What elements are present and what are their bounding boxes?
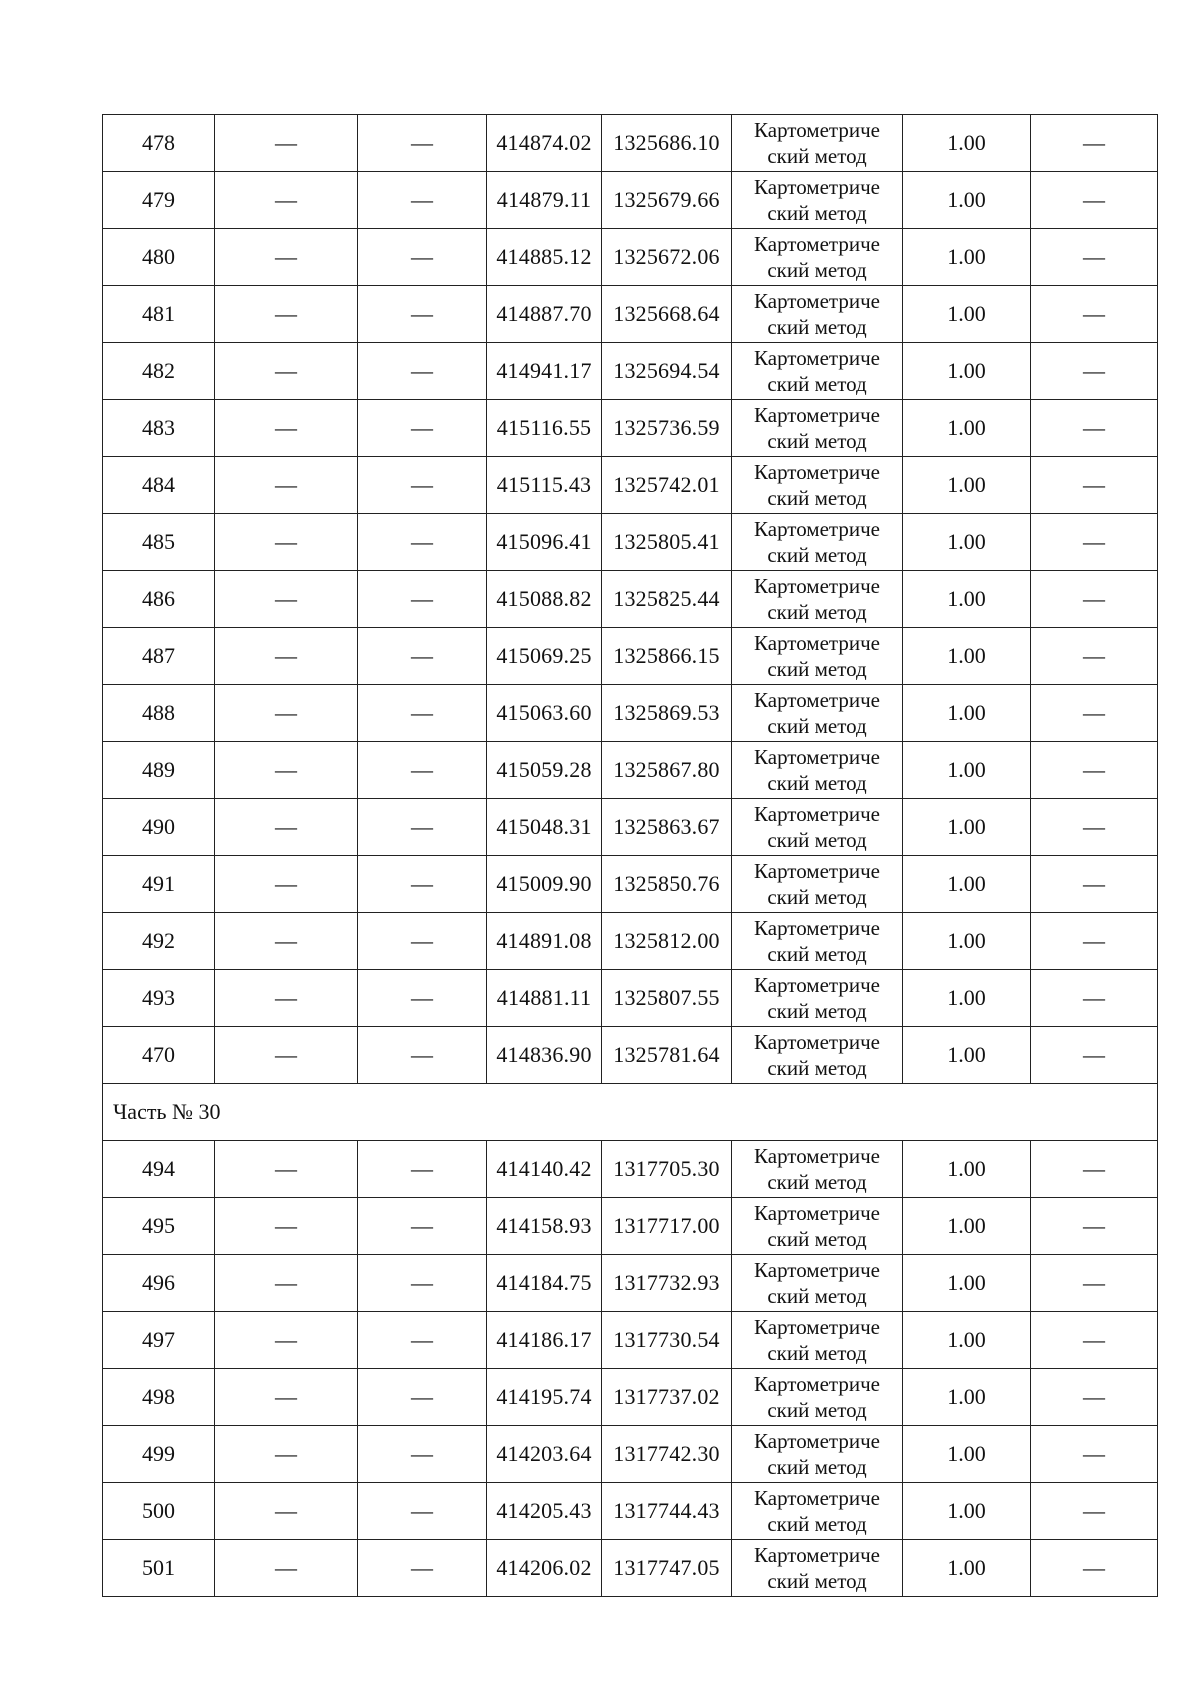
x-coordinate-cell: 414206.02 xyxy=(487,1540,602,1597)
dash-cell: — xyxy=(215,115,358,172)
section-label: Часть № 30 xyxy=(103,1084,1158,1141)
table-row xyxy=(103,856,1158,913)
section-row xyxy=(103,1084,1158,1141)
x-coordinate-cell: 415115.43 xyxy=(487,457,602,514)
method-line-2: ский метод xyxy=(767,1227,867,1251)
dash-cell: — xyxy=(215,685,358,742)
y-coordinate-cell: 1325805.41 xyxy=(602,514,732,571)
dash-cell: — xyxy=(1031,514,1158,571)
dash-cell: — xyxy=(1031,229,1158,286)
dash-cell: — xyxy=(358,400,487,457)
method-line-2: ский метод xyxy=(767,201,867,225)
accuracy-cell: 1.00 xyxy=(903,856,1031,913)
method-line-2: ский метод xyxy=(767,600,867,624)
method-cell xyxy=(732,1369,903,1426)
y-coordinate-cell: 1325867.80 xyxy=(602,742,732,799)
dash-cell: — xyxy=(358,1540,487,1597)
dash-cell: — xyxy=(358,457,487,514)
y-coordinate-cell: 1325850.76 xyxy=(602,856,732,913)
table-row xyxy=(103,172,1158,229)
dash-cell: — xyxy=(1031,1369,1158,1426)
point-number-cell: 499 xyxy=(103,1426,215,1483)
method-line-2: ский метод xyxy=(767,657,867,681)
dash-cell: — xyxy=(1031,1312,1158,1369)
method-line-1: Картометриче xyxy=(754,517,880,541)
coordinates-table xyxy=(102,114,1158,1597)
x-coordinate-cell: 415088.82 xyxy=(487,571,602,628)
y-coordinate-cell: 1325812.00 xyxy=(602,913,732,970)
dash-cell: — xyxy=(1031,1540,1158,1597)
method-line-1: Картометриче xyxy=(754,1372,880,1396)
accuracy-cell: 1.00 xyxy=(903,571,1031,628)
y-coordinate-cell: 1317732.93 xyxy=(602,1255,732,1312)
accuracy-cell: 1.00 xyxy=(903,1426,1031,1483)
method-line-2: ский метод xyxy=(767,429,867,453)
accuracy-cell: 1.00 xyxy=(903,1540,1031,1597)
accuracy-cell: 1.00 xyxy=(903,1027,1031,1084)
method-cell xyxy=(732,1426,903,1483)
dash-cell: — xyxy=(215,343,358,400)
y-coordinate-cell: 1325672.06 xyxy=(602,229,732,286)
point-number-cell: 489 xyxy=(103,742,215,799)
method-line-1: Картометриче xyxy=(754,916,880,940)
method-line-2: ский метод xyxy=(767,258,867,282)
method-cell xyxy=(732,1198,903,1255)
dash-cell: — xyxy=(215,514,358,571)
method-line-1: Картометриче xyxy=(754,1486,880,1510)
x-coordinate-cell: 414203.64 xyxy=(487,1426,602,1483)
dash-cell: — xyxy=(215,172,358,229)
table-row xyxy=(103,229,1158,286)
dash-cell: — xyxy=(358,343,487,400)
point-number-cell: 485 xyxy=(103,514,215,571)
method-line-1: Картометриче xyxy=(754,1030,880,1054)
point-number-cell: 488 xyxy=(103,685,215,742)
dash-cell: — xyxy=(1031,1483,1158,1540)
method-cell xyxy=(732,229,903,286)
dash-cell: — xyxy=(1031,1141,1158,1198)
method-cell xyxy=(732,571,903,628)
table-body xyxy=(103,115,1158,1597)
dash-cell: — xyxy=(215,799,358,856)
accuracy-cell: 1.00 xyxy=(903,400,1031,457)
x-coordinate-cell: 414879.11 xyxy=(487,172,602,229)
y-coordinate-cell: 1325679.66 xyxy=(602,172,732,229)
dash-cell: — xyxy=(358,1027,487,1084)
method-line-2: ский метод xyxy=(767,885,867,909)
x-coordinate-cell: 414885.12 xyxy=(487,229,602,286)
dash-cell: — xyxy=(215,1540,358,1597)
method-line-2: ский метод xyxy=(767,1284,867,1308)
accuracy-cell: 1.00 xyxy=(903,1255,1031,1312)
accuracy-cell: 1.00 xyxy=(903,1141,1031,1198)
table-row xyxy=(103,115,1158,172)
method-line-2: ский метод xyxy=(767,1056,867,1080)
method-cell xyxy=(732,1312,903,1369)
dash-cell: — xyxy=(1031,856,1158,913)
method-line-1: Картометриче xyxy=(754,1543,880,1567)
dash-cell: — xyxy=(358,1426,487,1483)
method-line-1: Картометриче xyxy=(754,460,880,484)
method-line-1: Картометриче xyxy=(754,1315,880,1339)
y-coordinate-cell: 1325694.54 xyxy=(602,343,732,400)
dash-cell: — xyxy=(215,1027,358,1084)
dash-cell: — xyxy=(1031,1027,1158,1084)
method-cell xyxy=(732,343,903,400)
method-line-1: Картометриче xyxy=(754,1258,880,1282)
y-coordinate-cell: 1325807.55 xyxy=(602,970,732,1027)
table-row xyxy=(103,1369,1158,1426)
x-coordinate-cell: 414186.17 xyxy=(487,1312,602,1369)
dash-cell: — xyxy=(215,913,358,970)
table-row xyxy=(103,343,1158,400)
dash-cell: — xyxy=(215,1483,358,1540)
accuracy-cell: 1.00 xyxy=(903,799,1031,856)
table-row xyxy=(103,1483,1158,1540)
method-cell xyxy=(732,628,903,685)
y-coordinate-cell: 1317730.54 xyxy=(602,1312,732,1369)
dash-cell: — xyxy=(358,514,487,571)
accuracy-cell: 1.00 xyxy=(903,685,1031,742)
table-row xyxy=(103,628,1158,685)
table-row xyxy=(103,1198,1158,1255)
method-line-1: Картометриче xyxy=(754,1144,880,1168)
dash-cell: — xyxy=(215,457,358,514)
x-coordinate-cell: 415048.31 xyxy=(487,799,602,856)
table-row xyxy=(103,1540,1158,1597)
table-row xyxy=(103,685,1158,742)
table-row xyxy=(103,1255,1158,1312)
point-number-cell: 479 xyxy=(103,172,215,229)
dash-cell: — xyxy=(358,1369,487,1426)
x-coordinate-cell: 414195.74 xyxy=(487,1369,602,1426)
dash-cell: — xyxy=(215,628,358,685)
x-coordinate-cell: 415116.55 xyxy=(487,400,602,457)
table-row xyxy=(103,1141,1158,1198)
method-line-2: ский метод xyxy=(767,543,867,567)
y-coordinate-cell: 1325825.44 xyxy=(602,571,732,628)
y-coordinate-cell: 1325686.10 xyxy=(602,115,732,172)
dash-cell: — xyxy=(215,229,358,286)
dash-cell: — xyxy=(358,685,487,742)
x-coordinate-cell: 414140.42 xyxy=(487,1141,602,1198)
x-coordinate-cell: 414887.70 xyxy=(487,286,602,343)
accuracy-cell: 1.00 xyxy=(903,628,1031,685)
method-line-2: ский метод xyxy=(767,144,867,168)
method-cell xyxy=(732,913,903,970)
method-line-2: ский метод xyxy=(767,771,867,795)
dash-cell: — xyxy=(1031,571,1158,628)
dash-cell: — xyxy=(1031,343,1158,400)
dash-cell: — xyxy=(215,856,358,913)
point-number-cell: 470 xyxy=(103,1027,215,1084)
method-cell xyxy=(732,1255,903,1312)
dash-cell: — xyxy=(1031,685,1158,742)
dash-cell: — xyxy=(1031,628,1158,685)
method-line-1: Картометриче xyxy=(754,631,880,655)
point-number-cell: 493 xyxy=(103,970,215,1027)
table-row xyxy=(103,514,1158,571)
dash-cell: — xyxy=(1031,286,1158,343)
table-row xyxy=(103,571,1158,628)
x-coordinate-cell: 414891.08 xyxy=(487,913,602,970)
dash-cell: — xyxy=(358,286,487,343)
x-coordinate-cell: 415063.60 xyxy=(487,685,602,742)
point-number-cell: 498 xyxy=(103,1369,215,1426)
method-cell xyxy=(732,742,903,799)
accuracy-cell: 1.00 xyxy=(903,115,1031,172)
point-number-cell: 478 xyxy=(103,115,215,172)
y-coordinate-cell: 1317717.00 xyxy=(602,1198,732,1255)
table-row xyxy=(103,970,1158,1027)
dash-cell: — xyxy=(215,1369,358,1426)
point-number-cell: 501 xyxy=(103,1540,215,1597)
dash-cell: — xyxy=(1031,1255,1158,1312)
point-number-cell: 496 xyxy=(103,1255,215,1312)
table-row xyxy=(103,1027,1158,1084)
method-cell xyxy=(732,115,903,172)
x-coordinate-cell: 414205.43 xyxy=(487,1483,602,1540)
x-coordinate-cell: 415096.41 xyxy=(487,514,602,571)
method-line-1: Картометриче xyxy=(754,973,880,997)
method-line-1: Картометриче xyxy=(754,346,880,370)
y-coordinate-cell: 1325869.53 xyxy=(602,685,732,742)
table-row xyxy=(103,742,1158,799)
method-line-2: ский метод xyxy=(767,1398,867,1422)
accuracy-cell: 1.00 xyxy=(903,229,1031,286)
table-row xyxy=(103,286,1158,343)
y-coordinate-cell: 1317705.30 xyxy=(602,1141,732,1198)
x-coordinate-cell: 414158.93 xyxy=(487,1198,602,1255)
method-line-2: ский метод xyxy=(767,828,867,852)
point-number-cell: 480 xyxy=(103,229,215,286)
point-number-cell: 495 xyxy=(103,1198,215,1255)
method-line-2: ский метод xyxy=(767,1512,867,1536)
accuracy-cell: 1.00 xyxy=(903,514,1031,571)
method-line-2: ский метод xyxy=(767,315,867,339)
dash-cell: — xyxy=(215,970,358,1027)
dash-cell: — xyxy=(215,1198,358,1255)
dash-cell: — xyxy=(358,1198,487,1255)
method-cell xyxy=(732,400,903,457)
dash-cell: — xyxy=(358,1483,487,1540)
x-coordinate-cell: 415069.25 xyxy=(487,628,602,685)
method-line-1: Картометриче xyxy=(754,289,880,313)
method-cell xyxy=(732,457,903,514)
method-line-1: Картометриче xyxy=(754,745,880,769)
y-coordinate-cell: 1325781.64 xyxy=(602,1027,732,1084)
y-coordinate-cell: 1325736.59 xyxy=(602,400,732,457)
accuracy-cell: 1.00 xyxy=(903,1369,1031,1426)
dash-cell: — xyxy=(1031,799,1158,856)
method-line-2: ский метод xyxy=(767,714,867,738)
dash-cell: — xyxy=(1031,742,1158,799)
method-line-2: ский метод xyxy=(767,1455,867,1479)
accuracy-cell: 1.00 xyxy=(903,172,1031,229)
accuracy-cell: 1.00 xyxy=(903,913,1031,970)
method-line-1: Картометриче xyxy=(754,802,880,826)
dash-cell: — xyxy=(215,286,358,343)
dash-cell: — xyxy=(358,229,487,286)
dash-cell: — xyxy=(215,1255,358,1312)
accuracy-cell: 1.00 xyxy=(903,1483,1031,1540)
method-line-1: Картометриче xyxy=(754,1201,880,1225)
dash-cell: — xyxy=(1031,1426,1158,1483)
method-line-2: ский метод xyxy=(767,999,867,1023)
dash-cell: — xyxy=(358,913,487,970)
accuracy-cell: 1.00 xyxy=(903,457,1031,514)
method-cell xyxy=(732,172,903,229)
accuracy-cell: 1.00 xyxy=(903,343,1031,400)
method-line-2: ский метод xyxy=(767,1569,867,1593)
method-line-2: ский метод xyxy=(767,1170,867,1194)
y-coordinate-cell: 1325668.64 xyxy=(602,286,732,343)
dash-cell: — xyxy=(358,1255,487,1312)
table-row xyxy=(103,913,1158,970)
method-line-2: ский метод xyxy=(767,486,867,510)
table-row xyxy=(103,457,1158,514)
method-line-1: Картометриче xyxy=(754,403,880,427)
method-line-2: ский метод xyxy=(767,942,867,966)
method-cell xyxy=(732,856,903,913)
point-number-cell: 500 xyxy=(103,1483,215,1540)
accuracy-cell: 1.00 xyxy=(903,742,1031,799)
point-number-cell: 481 xyxy=(103,286,215,343)
dash-cell: — xyxy=(358,799,487,856)
point-number-cell: 497 xyxy=(103,1312,215,1369)
dash-cell: — xyxy=(358,115,487,172)
dash-cell: — xyxy=(1031,1198,1158,1255)
point-number-cell: 491 xyxy=(103,856,215,913)
table-row xyxy=(103,1312,1158,1369)
dash-cell: — xyxy=(358,628,487,685)
y-coordinate-cell: 1317747.05 xyxy=(602,1540,732,1597)
dash-cell: — xyxy=(1031,970,1158,1027)
method-cell xyxy=(732,514,903,571)
method-line-1: Картометриче xyxy=(754,688,880,712)
method-line-1: Картометриче xyxy=(754,574,880,598)
dash-cell: — xyxy=(1031,400,1158,457)
accuracy-cell: 1.00 xyxy=(903,286,1031,343)
x-coordinate-cell: 414941.17 xyxy=(487,343,602,400)
dash-cell: — xyxy=(358,1141,487,1198)
method-line-2: ский метод xyxy=(767,1341,867,1365)
x-coordinate-cell: 414881.11 xyxy=(487,970,602,1027)
accuracy-cell: 1.00 xyxy=(903,1312,1031,1369)
method-cell xyxy=(732,286,903,343)
dash-cell: — xyxy=(358,571,487,628)
x-coordinate-cell: 415059.28 xyxy=(487,742,602,799)
accuracy-cell: 1.00 xyxy=(903,970,1031,1027)
dash-cell: — xyxy=(215,1426,358,1483)
y-coordinate-cell: 1325863.67 xyxy=(602,799,732,856)
point-number-cell: 482 xyxy=(103,343,215,400)
point-number-cell: 486 xyxy=(103,571,215,628)
method-cell xyxy=(732,799,903,856)
method-cell xyxy=(732,970,903,1027)
method-line-1: Картометриче xyxy=(754,859,880,883)
dash-cell: — xyxy=(358,970,487,1027)
y-coordinate-cell: 1325866.15 xyxy=(602,628,732,685)
table-row xyxy=(103,1426,1158,1483)
dash-cell: — xyxy=(1031,172,1158,229)
accuracy-cell: 1.00 xyxy=(903,1198,1031,1255)
dash-cell: — xyxy=(215,1312,358,1369)
dash-cell: — xyxy=(215,742,358,799)
point-number-cell: 484 xyxy=(103,457,215,514)
method-cell xyxy=(732,1540,903,1597)
method-cell xyxy=(732,685,903,742)
dash-cell: — xyxy=(358,856,487,913)
x-coordinate-cell: 415009.90 xyxy=(487,856,602,913)
x-coordinate-cell: 414836.90 xyxy=(487,1027,602,1084)
y-coordinate-cell: 1325742.01 xyxy=(602,457,732,514)
method-line-2: ский метод xyxy=(767,372,867,396)
method-cell xyxy=(732,1141,903,1198)
point-number-cell: 487 xyxy=(103,628,215,685)
dash-cell: — xyxy=(215,1141,358,1198)
dash-cell: — xyxy=(1031,913,1158,970)
dash-cell: — xyxy=(358,742,487,799)
dash-cell: — xyxy=(358,172,487,229)
x-coordinate-cell: 414874.02 xyxy=(487,115,602,172)
method-cell xyxy=(732,1483,903,1540)
y-coordinate-cell: 1317744.43 xyxy=(602,1483,732,1540)
dash-cell: — xyxy=(1031,457,1158,514)
method-line-1: Картометриче xyxy=(754,1429,880,1453)
method-line-1: Картометриче xyxy=(754,175,880,199)
point-number-cell: 483 xyxy=(103,400,215,457)
point-number-cell: 494 xyxy=(103,1141,215,1198)
method-line-1: Картометриче xyxy=(754,232,880,256)
method-line-1: Картометриче xyxy=(754,118,880,142)
y-coordinate-cell: 1317742.30 xyxy=(602,1426,732,1483)
method-cell xyxy=(732,1027,903,1084)
dash-cell: — xyxy=(215,400,358,457)
dash-cell: — xyxy=(358,1312,487,1369)
table-row xyxy=(103,400,1158,457)
dash-cell: — xyxy=(1031,115,1158,172)
table-row xyxy=(103,799,1158,856)
point-number-cell: 490 xyxy=(103,799,215,856)
y-coordinate-cell: 1317737.02 xyxy=(602,1369,732,1426)
dash-cell: — xyxy=(215,571,358,628)
point-number-cell: 492 xyxy=(103,913,215,970)
x-coordinate-cell: 414184.75 xyxy=(487,1255,602,1312)
